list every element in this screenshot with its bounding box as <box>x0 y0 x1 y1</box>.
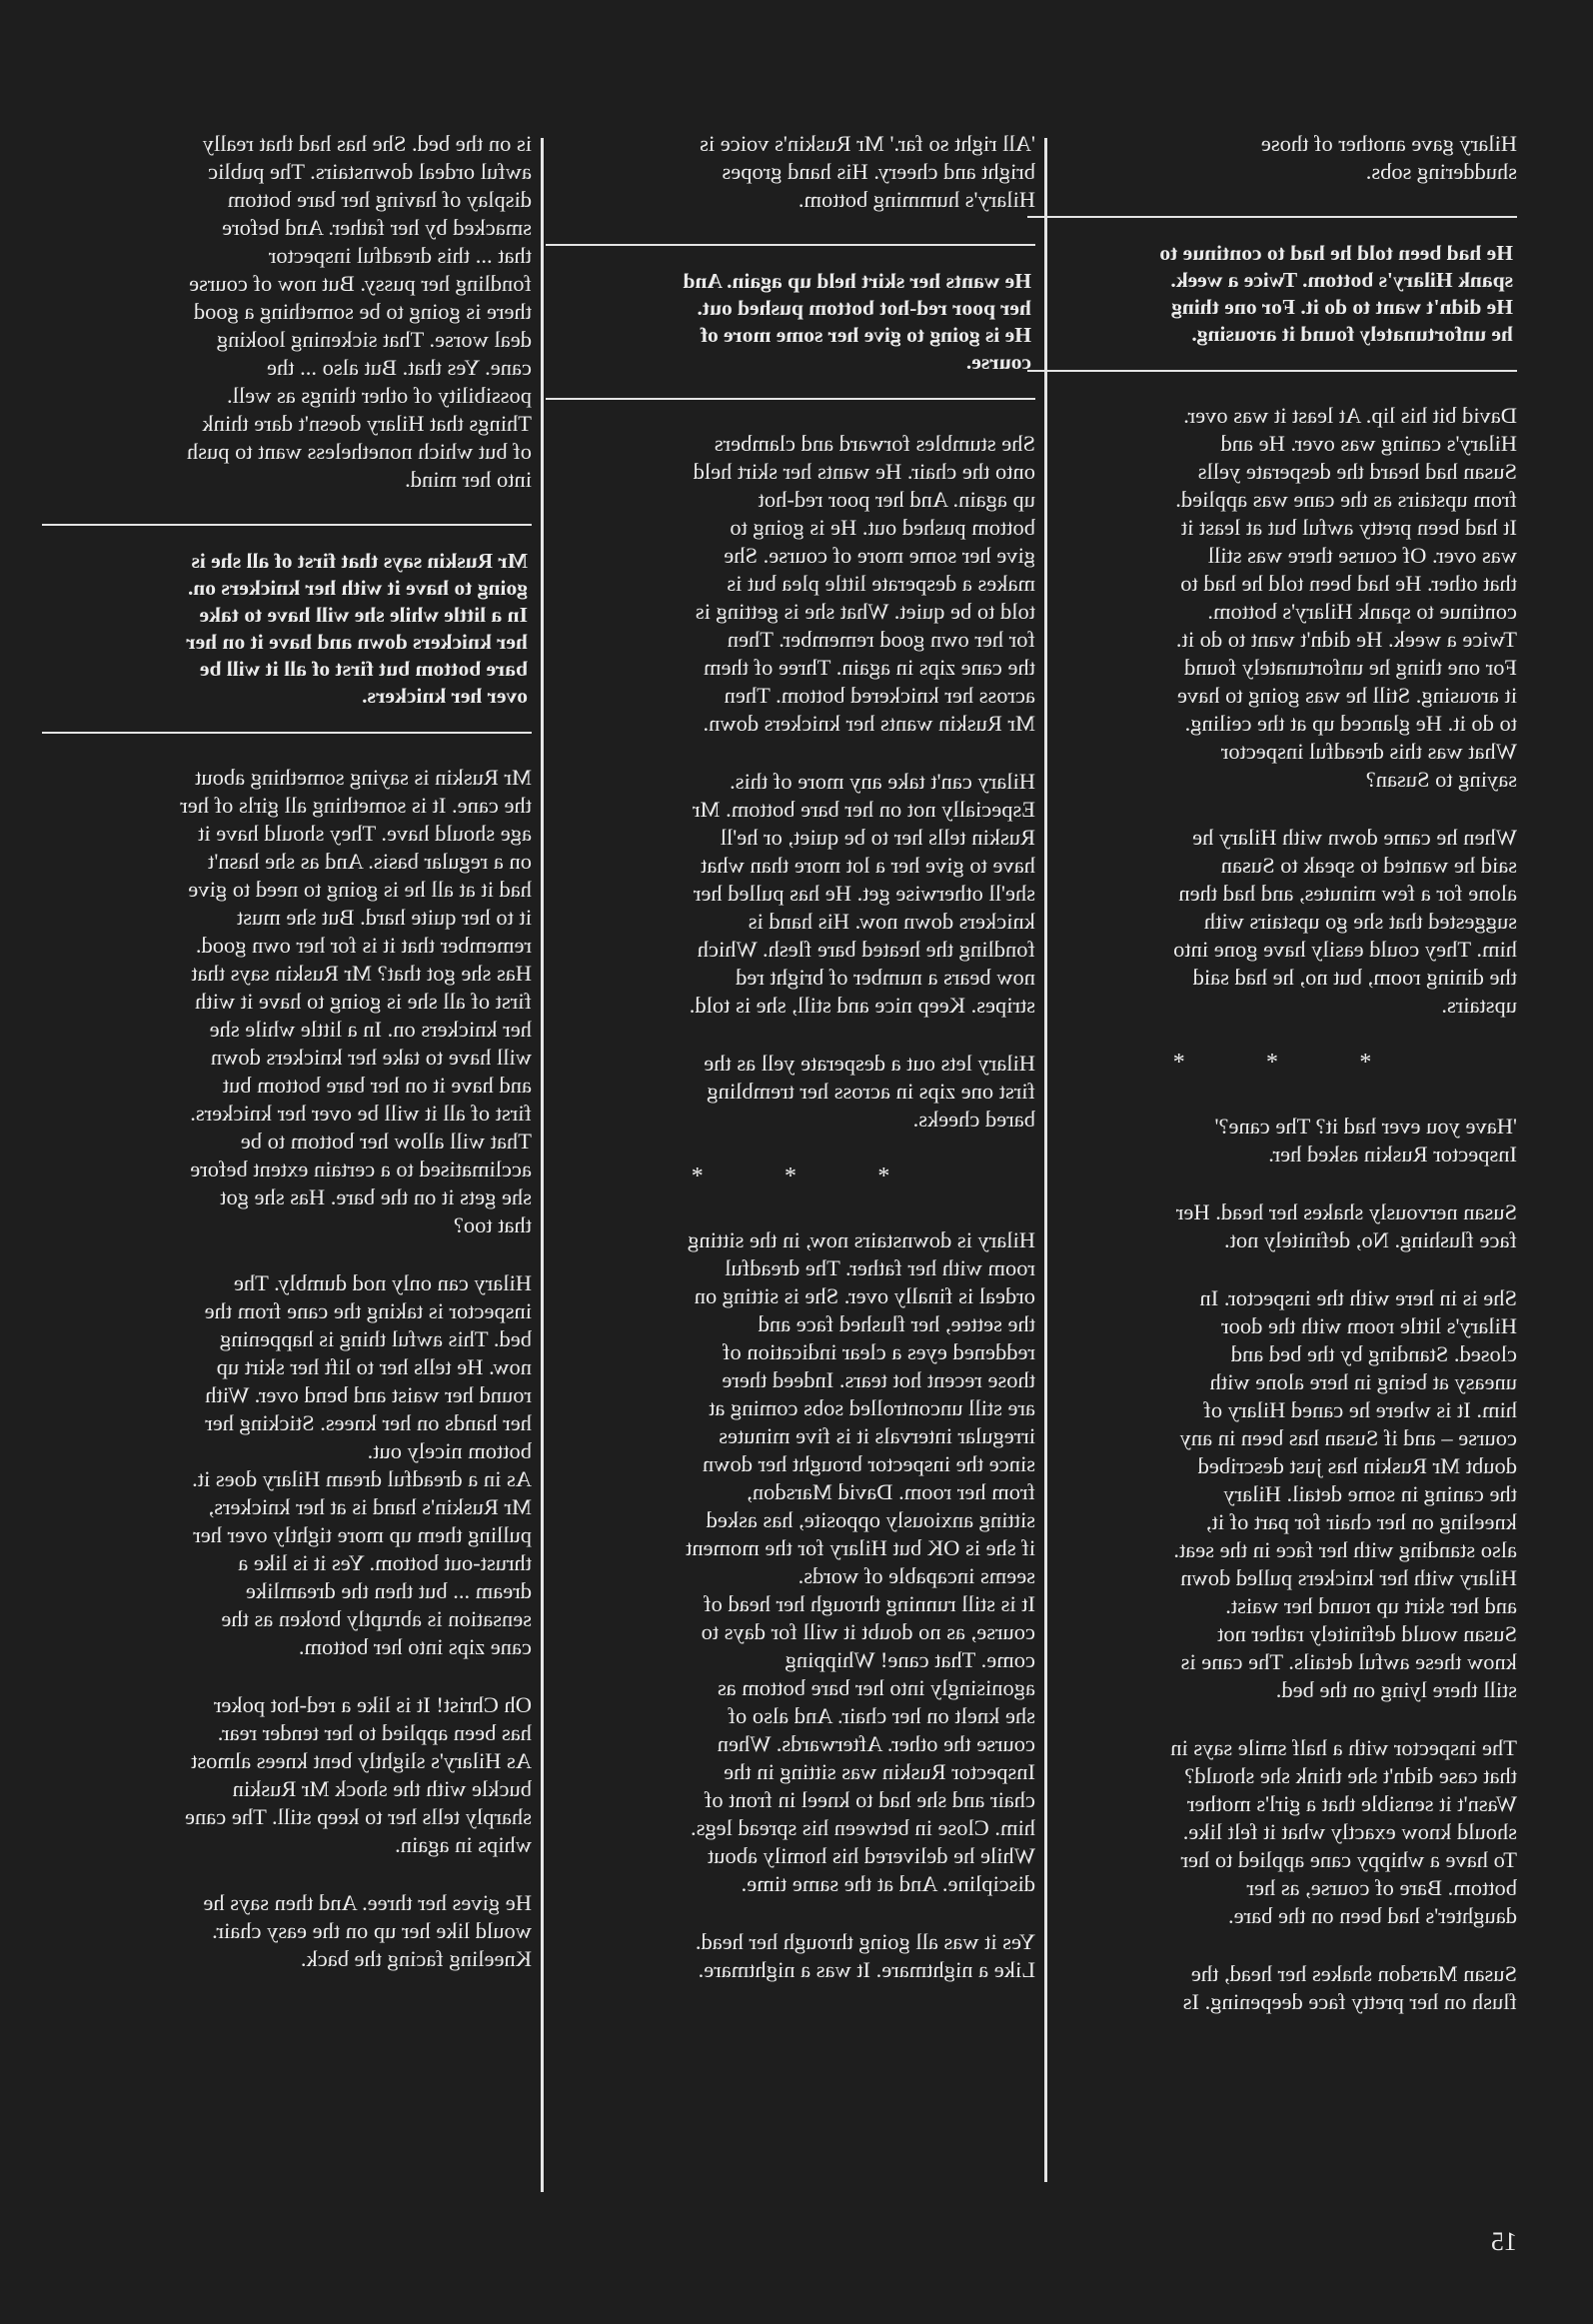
body-paragraph: Hilary can't take any more of this. Especially not on her bare bottom. Mr Ruskin tells her to be quiet, or he'll have to give her a lot more than what she'll otherwise get. He has pulled her knickers down now. His hand is fondling the heated bare flesh. Which now bears a number of bright red stripes. Keep nice and still, she is told. <box>689 769 1035 1018</box>
section-break-star: * <box>1359 1050 1372 1076</box>
pull-quote <box>546 244 1035 400</box>
body-paragraph: Susan nervously shakes her head. Her face flushing. No, definitely not. <box>1175 1199 1517 1252</box>
body-paragraph: It is still running through her head of course, as no doubt it will for days to come. That cane! Whipping agonisingly into her bare bottom as she knelt on her chair. And also of course the other. Afterwards. When Inspector Ruskin was sitting in the chair and she had to kneel in front of him. Close in between his spread legs. While he delivered his homily about discipline. And at the same time. <box>691 1591 1035 1896</box>
section-break <box>651 1163 930 1190</box>
section-break-star: * <box>691 1163 704 1189</box>
section-break-star: * <box>1172 1050 1185 1076</box>
column-3 <box>42 130 532 2003</box>
pull-quote-text: He wants her skirt held up again. And her poor red-hot bottom pushed out. He is going to give her some more of course. <box>683 269 1031 374</box>
body-paragraph: He gives her three. And then says he would like her up on the easy chair. Kneeling facing the back. <box>203 1890 532 1971</box>
body-paragraph: Mr Ruskin is saying something about the cane. It is something all girls of her age should have. They should have it on a regular basis. And as she hasn't had it at all he is going to need to give it to her quite hard. But she must remember that it is for her own good. Has she got that? Mr Ruskin says that first of all she is going to have it with her knickers on. In a little while she will have to take her knickers down and have it on her bare bottom but first of all it will be over her knickers. That will allow her bottom to be acclimatised to a certain extent before she gets it on the bare. Has she got that too? <box>180 765 532 1237</box>
column-2 <box>546 130 1035 2014</box>
body-paragraph: Hilary lets out a desperate yell as the first one zips in across her trembling bared cheeks. <box>704 1051 1035 1132</box>
body-paragraph: She stumbles forward and clambers onto the chair. He wants her skirt held up again. And her poor red-hot bottom pushed out. He is going to give her some more of course. She makes a desperate little plea but is told to be quiet. What she is getting is for her own good remember. Then the cane zips in again. Three of them across her knickered bottom. Then Mr Ruskin wants her knickers down. <box>693 431 1035 736</box>
body-paragraph: Hilary gave another of those shuddering sobs. <box>1260 131 1517 184</box>
body-paragraph: She is in here with the inspector. In Hilary's little room with the door closed. Standing by the bed and uneasy at being in here alone with him. It is where he caned Hilary of course – and if Susan has been in any doubt Mr Ruskin has just described the caning in some detail. Hilary kneeling on her chair for part of it, also standing with her face in the seat. Hilary with her knickers pulled down and her skirt up round her waist. Susan would definitely rather not know these awful details. The cane is still there lying on the bed. <box>1173 1285 1517 1702</box>
body-paragraph: Oh Christ! It is like a red-hot poker has been applied to her tender rear. As Hilary's slightly bent knees almost buckle with the shock Mr Ruskin sharply tells her to keep still. The cane whips in again. <box>185 1692 532 1857</box>
pull-quote-text: Mr Ruskin says that first of all she is going to have it with her knickers on. In a little while she will have to take her knickers down and have it on her bare bottom but first of all it will be over her knickers. <box>186 549 528 708</box>
pull-quote-text: He had been told he had to continue to spank Hilary's bottom. Twice a week. He didn't want to do it. For one thing he unfortunately found it arousing. <box>1159 241 1513 346</box>
body-paragraph: Susan Marsdon shakes her head, the flush on her pretty face deepening. Is <box>1182 1961 1517 2014</box>
body-paragraph: David bit his lip. At least it was over. Hilary's caning was over. He and Susan had heard the desperate yells from upstairs as the cane was applied. It had been pretty awful but at least it was over. Of course there was still that other. He had been told he had to continue to spank Hilary's bottom. Twice a week. He didn't want to do it. For one thing he unfortunately found it arousing. Still he was going to have to do it. He glanced up at the ceiling. What was this dreadful inspector saying to Susan? <box>1175 403 1517 792</box>
column-1 <box>1027 130 1517 2046</box>
body-paragraph: As in a dreadful dream Hilary does it. Mr Ruskin's hand is at her knickers, pulling them up more tightly over her thrust-out bottom. Yes it is like a dream ... but then the dreamlike sensation is abruptly broken as the cane zips into her bottom. <box>192 1466 532 1659</box>
section-break-star: * <box>1266 1050 1279 1076</box>
body-paragraph: is on the bed. She has had that really awful ordeal downstairs. The public display of having her bare bottom smacked by her father. And before that ... this dreadful inspector fondling her pussy. But now of course there is going to be something a good deal worse. That sickening looking cane. Yes that. But also ... the possibility of other things as well. Things that Hilary doesn't dare think of but which nonetheless want to push into her mind. <box>187 131 532 492</box>
body-paragraph: 'All right so far.' Mr Ruskin's voice is bright and cheery. His hand gropes Hilary's humming bottom. <box>700 131 1035 212</box>
body-paragraph: Hilary can only nod dumbly. The inspector is taking the cane from the bed. This awful thing is happening now. He tells her to lift her skirt up round her waist and bend over. With her hands on her knees. Sticking her bottom nicely out. <box>204 1270 532 1463</box>
section-break-star: * <box>877 1163 890 1189</box>
body-paragraph: When he came down with Hilary he said he wanted to speak to Susan alone for a few minutes, and had then suggested that she go upstairs with him. They could easily have gone into the dining room, but no, he had said upstairs. <box>1173 825 1517 1018</box>
pull-quote <box>1027 216 1517 372</box>
section-break <box>1132 1050 1412 1077</box>
body-paragraph: Yes it was all going through her head. Like a nightmare. It was a nightmare. <box>695 1929 1035 1982</box>
body-paragraph: Hilary is downstairs now, in the sitting room with her father. The dreadful ordeal is finally over. She is sitting on the settee, her flushed face and reddened eyes a clear indication of those recent hot tears. Indeed there are still uncontrolled sobs coming at irregular intervals it is five minutes since the inspector brought her down from her room. David Marsdon, sitting anxiously opposite, has asked if she is OK but Hilary for the moment seems incapable of words. <box>686 1227 1035 1588</box>
column-divider <box>541 138 544 2192</box>
section-break-star: * <box>785 1163 797 1189</box>
body-paragraph: The inspector with a half smile says in that case didn't she think she should? Wasn't it sensible that a girl's mother should know exactly what it felt like. To have a whippy cane applied to her bottom. Bare of course, as her daughter's had been on the bare. <box>1170 1735 1517 1928</box>
page-number: 15 <box>1491 2227 1517 2256</box>
pull-quote <box>42 524 532 734</box>
body-paragraph: 'Have you ever had it? The cane?' Inspector Ruskin asked her. <box>1214 1114 1517 1166</box>
